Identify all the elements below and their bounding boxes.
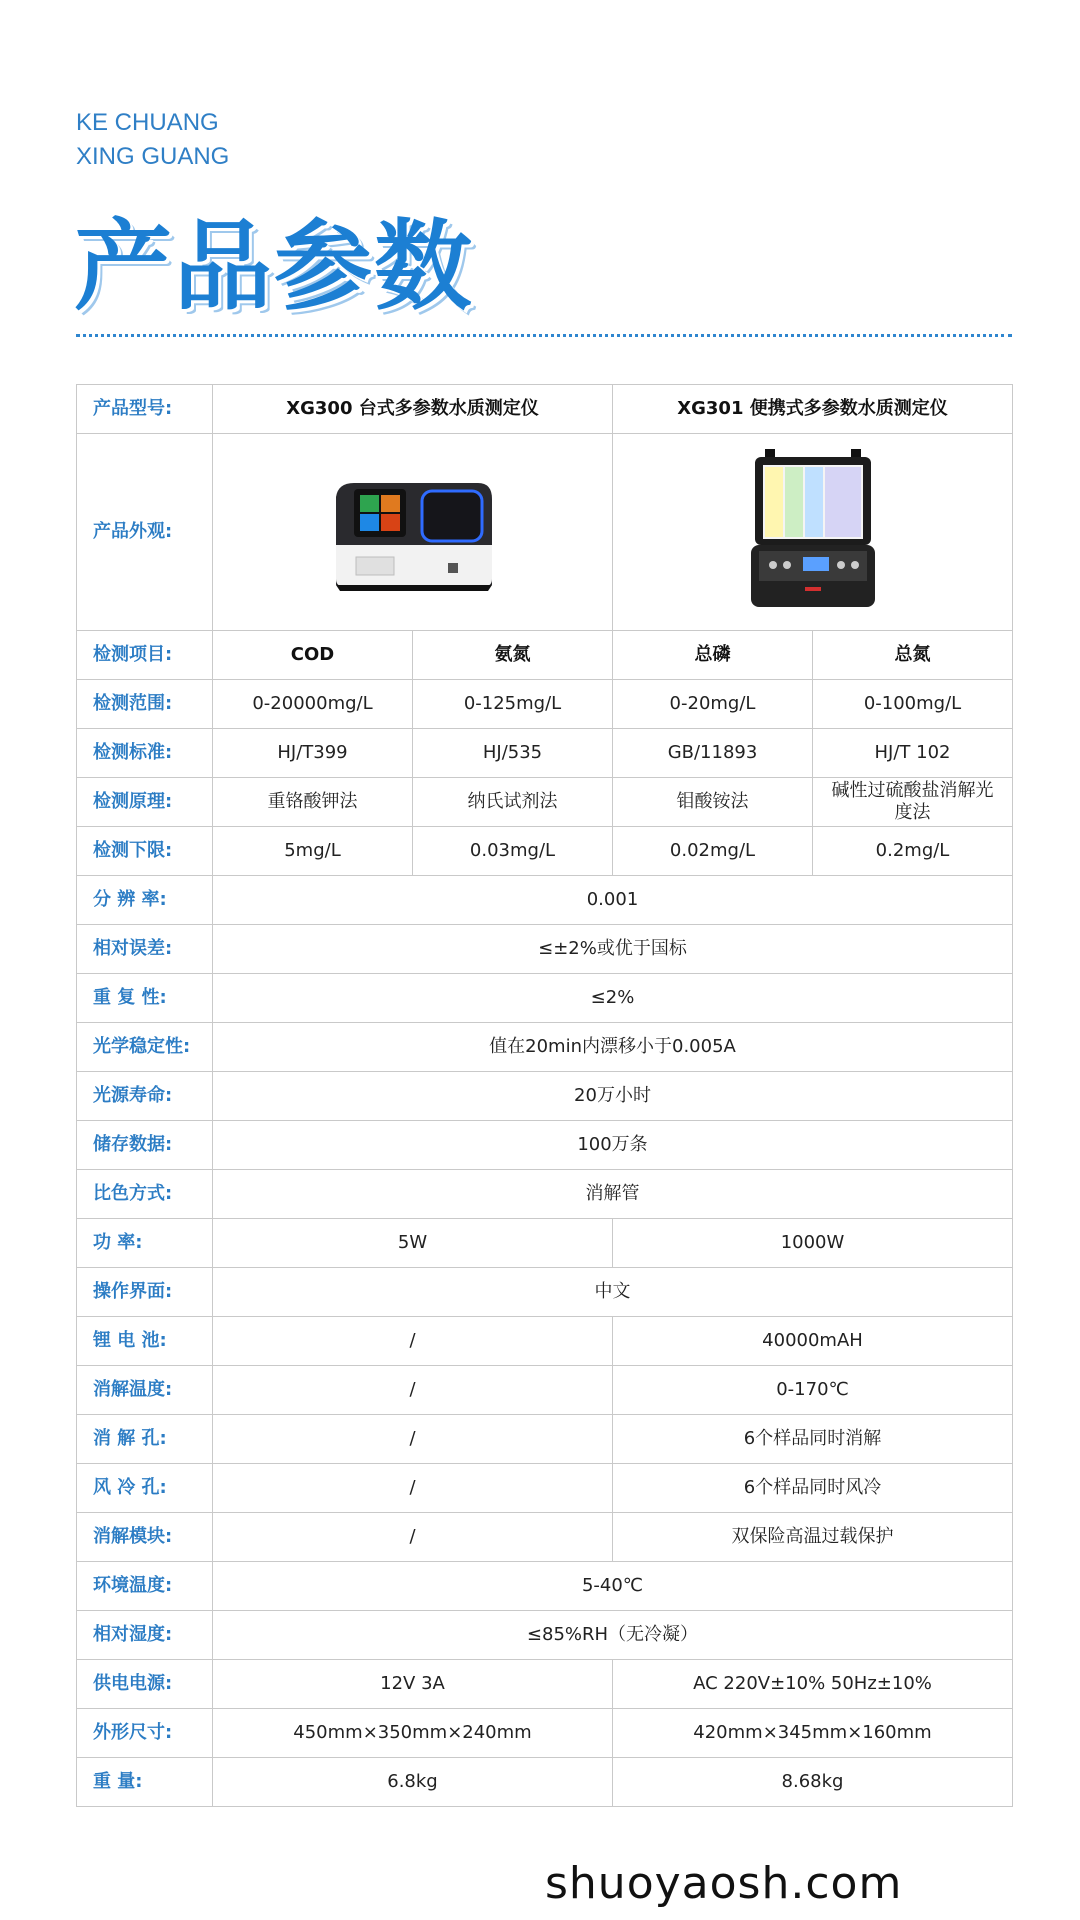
row-digest-holes [77, 1415, 1013, 1464]
value-cell: AC 220V±10% 50Hz±10% [613, 1660, 1013, 1709]
row-weight [77, 1758, 1013, 1807]
row-power [77, 1219, 1013, 1268]
row-label: 重 量: [77, 1758, 213, 1807]
row-label: 光学稳定性: [77, 1023, 213, 1072]
row-label: 供电电源: [77, 1660, 213, 1709]
model-a: XG300 台式多参数水质测定仪 [213, 385, 613, 434]
row-label: 储存数据: [77, 1121, 213, 1170]
spec-table [76, 384, 1013, 1807]
row-error [77, 925, 1013, 974]
watermark-text: shuoyaosh.com [545, 1858, 903, 1909]
row-battery [77, 1317, 1013, 1366]
row-optical [77, 1023, 1013, 1072]
value-cell: 420mm×345mm×160mm [613, 1709, 1013, 1758]
model-b: XG301 便携式多参数水质测定仪 [613, 385, 1013, 434]
row-resolution [77, 876, 1013, 925]
brand-line-2: XING GUANG [76, 143, 230, 170]
value-cell: / [213, 1317, 613, 1366]
row-repeat [77, 974, 1013, 1023]
row-label: 外形尺寸: [77, 1709, 213, 1758]
value-cell: / [213, 1366, 613, 1415]
item-cell: 总磷 [613, 631, 813, 680]
product-image-b [613, 434, 1013, 631]
row-digest-module [77, 1513, 1013, 1562]
row-storage [77, 1121, 1013, 1170]
value-cell: 值在20min内漂移小于0.005A [213, 1023, 1013, 1072]
value-cell: HJ/T399 [213, 729, 413, 778]
value-cell: / [213, 1415, 613, 1464]
benchtop-instrument-image [328, 467, 498, 597]
row-label: 产品外观: [77, 434, 213, 631]
dotted-divider [76, 334, 1012, 337]
value-cell: / [213, 1464, 613, 1513]
value-cell: 0-100mg/L [813, 680, 1013, 729]
value-cell: 8.68kg [613, 1758, 1013, 1807]
row-label: 操作界面: [77, 1268, 213, 1317]
value-cell: 5W [213, 1219, 613, 1268]
row-label: 光源寿命: [77, 1072, 213, 1121]
value-cell: 碱性过硫酸盐消解光度法 [813, 778, 1013, 827]
row-label: 风 冷 孔: [77, 1464, 213, 1513]
value-cell: 0-170℃ [613, 1366, 1013, 1415]
row-limit [77, 827, 1013, 876]
row-label: 检测原理: [77, 778, 213, 827]
value-cell: 重铬酸钾法 [213, 778, 413, 827]
brand-line-1: KE CHUANG [76, 109, 219, 136]
portable-case-instrument-image [743, 447, 883, 617]
row-label: 检测下限: [77, 827, 213, 876]
row-appearance [77, 434, 1013, 631]
row-items [77, 631, 1013, 680]
value-cell: 6个样品同时风冷 [613, 1464, 1013, 1513]
value-cell: ≤±2%或优于国标 [213, 925, 1013, 974]
row-label: 消解模块: [77, 1513, 213, 1562]
value-cell: HJ/T 102 [813, 729, 1013, 778]
row-digest-temp [77, 1366, 1013, 1415]
row-cool-holes [77, 1464, 1013, 1513]
row-label: 相对误差: [77, 925, 213, 974]
value-cell: 5mg/L [213, 827, 413, 876]
value-cell: 0.03mg/L [413, 827, 613, 876]
item-cell: 总氮 [813, 631, 1013, 680]
value-cell: 中文 [213, 1268, 1013, 1317]
value-cell: 0-20000mg/L [213, 680, 413, 729]
row-label: 锂 电 池: [77, 1317, 213, 1366]
value-cell: GB/11893 [613, 729, 813, 778]
row-label: 相对湿度: [77, 1611, 213, 1660]
row-label: 检测项目: [77, 631, 213, 680]
value-cell: 6个样品同时消解 [613, 1415, 1013, 1464]
page-title: 产品参数 [74, 209, 475, 324]
brand-mark [76, 106, 229, 174]
value-cell: ≤85%RH（无冷凝） [213, 1611, 1013, 1660]
value-cell: 0.2mg/L [813, 827, 1013, 876]
row-lamp [77, 1072, 1013, 1121]
value-cell: 12V 3A [213, 1660, 613, 1709]
row-model [77, 385, 1013, 434]
value-cell: 消解管 [213, 1170, 1013, 1219]
value-cell: 钼酸铵法 [613, 778, 813, 827]
value-cell: 6.8kg [213, 1758, 613, 1807]
row-env-temp [77, 1562, 1013, 1611]
value-cell: 450mm×350mm×240mm [213, 1709, 613, 1758]
row-supply [77, 1660, 1013, 1709]
row-humidity [77, 1611, 1013, 1660]
value-cell: 100万条 [213, 1121, 1013, 1170]
row-label: 检测标准: [77, 729, 213, 778]
value-cell: 5-40℃ [213, 1562, 1013, 1611]
product-image-a [213, 434, 613, 631]
row-size [77, 1709, 1013, 1758]
row-label: 比色方式: [77, 1170, 213, 1219]
row-standard [77, 729, 1013, 778]
row-label: 重 复 性: [77, 974, 213, 1023]
row-label: 消解温度: [77, 1366, 213, 1415]
value-cell: 40000mAH [613, 1317, 1013, 1366]
row-label: 环境温度: [77, 1562, 213, 1611]
value-cell: 双保险高温过载保护 [613, 1513, 1013, 1562]
row-label: 消 解 孔: [77, 1415, 213, 1464]
row-label: 分 辨 率: [77, 876, 213, 925]
item-cell: 氨氮 [413, 631, 613, 680]
value-cell: / [213, 1513, 613, 1562]
value-cell: 0.02mg/L [613, 827, 813, 876]
value-cell: HJ/535 [413, 729, 613, 778]
row-colorimetry [77, 1170, 1013, 1219]
value-cell: 纳氏试剂法 [413, 778, 613, 827]
row-label: 功 率: [77, 1219, 213, 1268]
row-interface [77, 1268, 1013, 1317]
row-range [77, 680, 1013, 729]
value-cell: 0-125mg/L [413, 680, 613, 729]
item-cell: COD [213, 631, 413, 680]
value-cell: 20万小时 [213, 1072, 1013, 1121]
value-cell: ≤2% [213, 974, 1013, 1023]
value-cell: 0-20mg/L [613, 680, 813, 729]
value-cell: 0.001 [213, 876, 1013, 925]
row-label: 产品型号: [77, 385, 213, 434]
row-label: 检测范围: [77, 680, 213, 729]
value-cell: 1000W [613, 1219, 1013, 1268]
row-principle [77, 778, 1013, 827]
